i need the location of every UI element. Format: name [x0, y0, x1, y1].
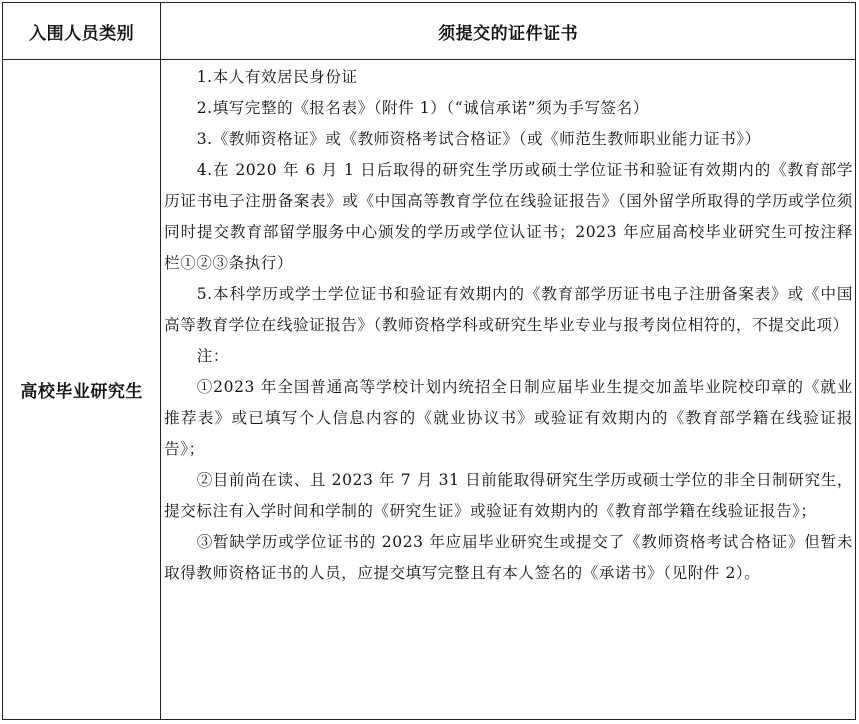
item-teacher-certificate: 3.《教师资格证》或《教师资格考试合格证》（或《师范生教师职业能力证书》）	[196, 130, 761, 148]
notes-label: 注：	[196, 347, 229, 365]
note-2: ②目前尚在读、且 2023 年 7 月 31 日前能取得研究生学历或硕士学位的非全日制研究生，提交标注有入学时间和学制的《研究生证》或验证有效期内的《教育部学籍在线验证报告》；	[164, 471, 853, 520]
note-1: ①2023 年全国普通高等学校计划内统招全日制应届毕业生提交加盖毕业院校印章的《就业推荐表》或已填写个人信息内容的《就业协议书》或验证有效期内的《教育部学籍在线验证报告》；	[164, 378, 853, 458]
table-header-row	[3, 3, 856, 60]
item-id-card: 1.本人有效居民身份证	[196, 68, 358, 86]
header-documents: 须提交的证件证书	[161, 3, 856, 60]
header-category: 入围人员类别	[3, 3, 161, 60]
item-bachelor-degree: 5.本科学历或学士学位证书和验证有效期内的《教育部学历证书电子注册备案表》或《中国高等教育学位在线验证报告》（教师资格学科或研究生毕业专业与报考岗位相符的，不提交此项）	[164, 285, 853, 334]
item-application-form: 2.填写完整的《报名表》（附件 1）（“诚信承诺”须为手写签名）	[196, 99, 649, 117]
requirements-table	[2, 2, 856, 720]
table-row	[3, 60, 856, 720]
documents-cell	[161, 60, 856, 720]
item-graduate-degree: 4.在 2020 年 6 月 1 日后取得的研究生学历或硕士学位证书和验证有效期内的《教育部学历证书电子注册备案表》或《中国高等教育学位在线验证报告》（国外留学所取得的学历或学位须同时提交教育部留学服务中心颁发的学历或学位认证书；2023 年应届高校毕业研究生可按注释栏①②③条执行）	[164, 161, 853, 272]
category-cell: 高校毕业研究生	[3, 60, 161, 720]
note-3: ③暂缺学历或学位证书的 2023 年应届毕业研究生或提交了《教师资格考试合格证》但暂未取得教师资格证书的人员，应提交填写完整且有本人签名的《承诺书》（见附件 2）。	[164, 533, 853, 582]
